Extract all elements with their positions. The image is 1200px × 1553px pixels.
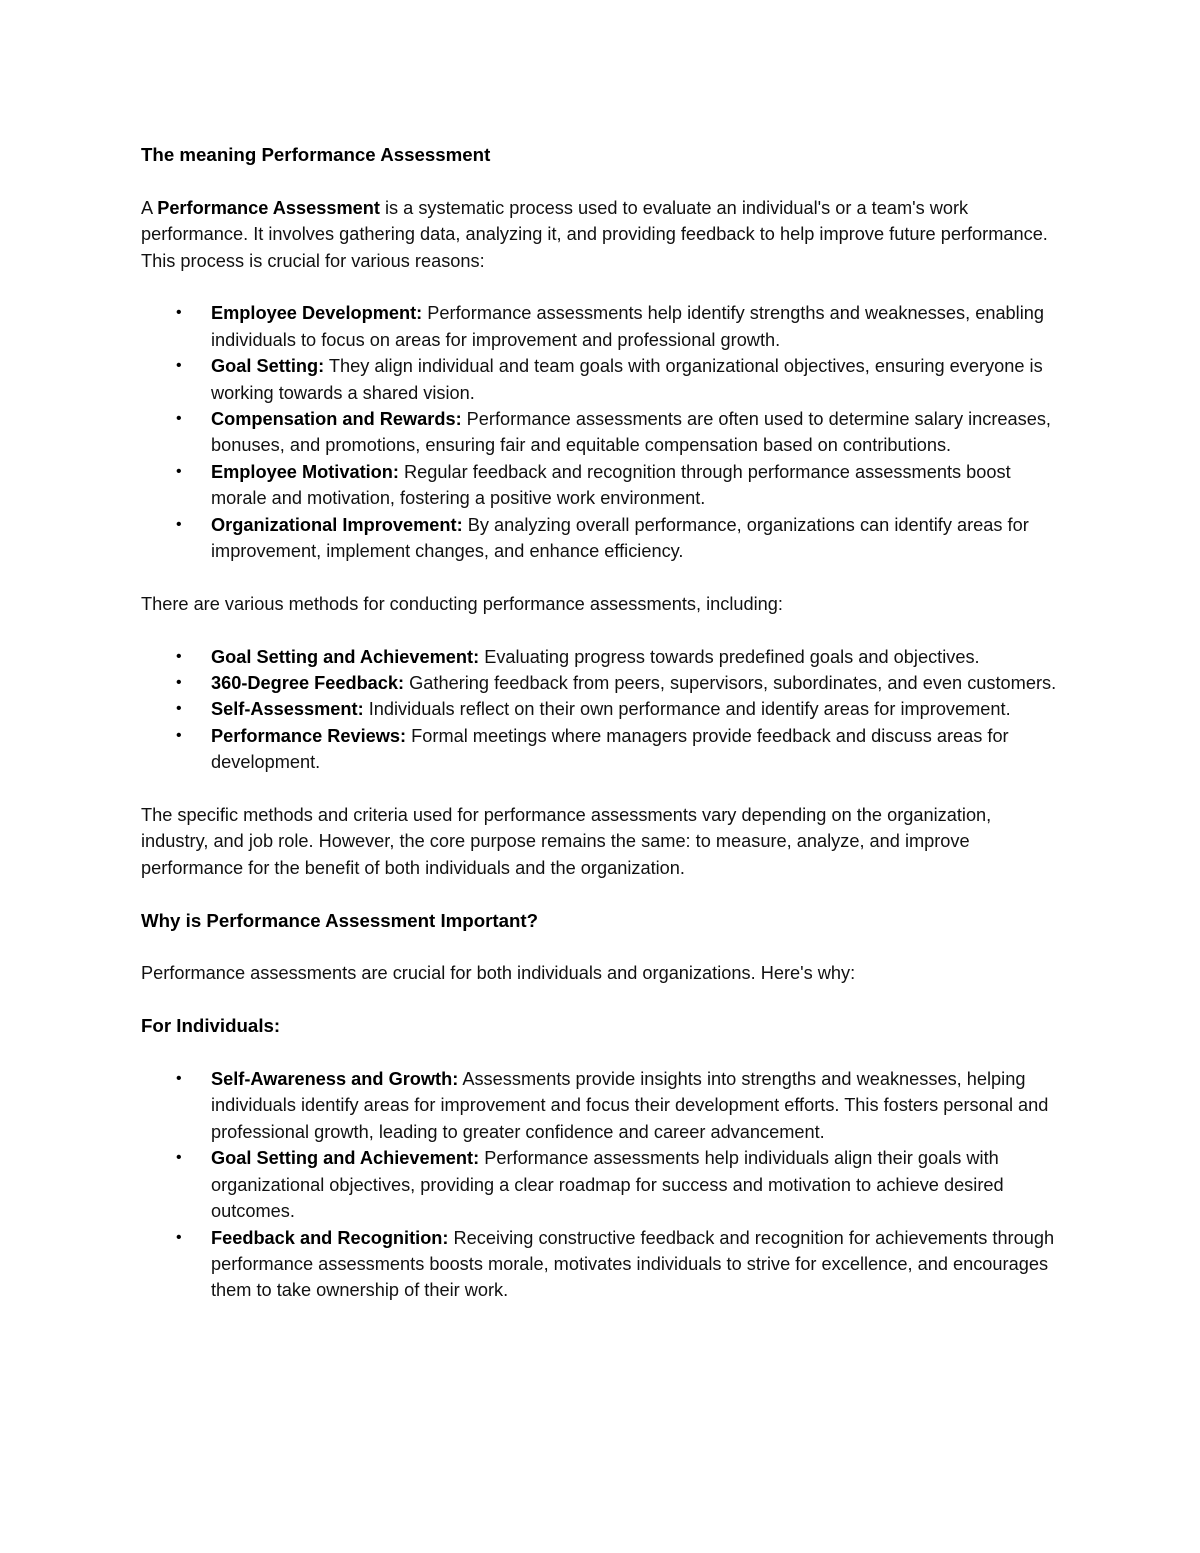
document-page [141, 130, 1061, 1304]
list-item [141, 512, 1061, 565]
list-item-text: Gathering feedback from peers, supervisors, subordinates, and even customers. [404, 673, 1057, 694]
intro-prefix: A [141, 197, 158, 218]
list-item-term: Feedback and Recognition: [211, 1227, 449, 1248]
bullet-icon: • [176, 410, 182, 428]
bullet-icon: • [176, 674, 182, 692]
list-item [141, 300, 1061, 353]
document-title: The meaning Performance Assessment [141, 144, 491, 165]
list-item [141, 670, 1061, 696]
bullet-icon: • [176, 647, 182, 665]
list-item-term: Goal Setting: [211, 356, 325, 377]
list-item-term: Goal Setting and Achievement: [211, 646, 480, 667]
list-item [141, 353, 1061, 406]
individuals-heading: For Individuals: [141, 1015, 281, 1037]
list-item-text: Performance assessments are often used to determine salary increases, bonuses, and promotions, ensuring fair and equitable compensation based on contributions. [211, 409, 1051, 456]
methods-summary: The specific methods and criteria used for performance assessments vary depending on the organization, industry, and job role. However, the core purpose remains the same: to measure, analyze, and improve performance for the benefit of both individuals and the organization. [141, 805, 992, 878]
list-item-text: Assessments provide insights into strengths and weaknesses, helping individuals identify areas for improvement and focus their development efforts. This fosters personal and professional growth, leading to greater confidence and career advancement. [211, 1069, 1049, 1142]
list-item-text: Receiving constructive feedback and recognition for achievements through performance assessments boosts morale, motivates individuals to strive for excellence, and encourages them to take ownership of their work. [211, 1227, 1055, 1301]
reasons-list [141, 300, 1061, 564]
methods-list [141, 644, 1061, 776]
list-item [141, 644, 1061, 670]
list-item [141, 1145, 1061, 1224]
list-item-term: Performance Reviews: [211, 725, 407, 746]
list-item-text: Individuals reflect on their own performance and identify areas for improvement. [363, 699, 1011, 720]
list-item [141, 459, 1061, 512]
list-item-term: Self-Awareness and Growth: [211, 1069, 459, 1090]
list-item-term: Compensation and Rewards: [211, 409, 462, 430]
list-item-text: Formal meetings where managers provide feedback and discuss areas for development. [211, 725, 1009, 773]
bullet-icon: • [176, 515, 182, 533]
list-item [141, 723, 1061, 776]
list-item [141, 696, 1061, 722]
why-intro: Performance assessments are crucial for both individuals and organizations. Here's why: [141, 963, 856, 984]
list-item [141, 406, 1061, 459]
list-item-term: Employee Motivation: [211, 461, 399, 482]
why-heading: Why is Performance Assessment Important? [141, 909, 539, 931]
bullet-icon: • [176, 1070, 182, 1088]
list-item [141, 1225, 1061, 1304]
list-item-term: Organizational Improvement: [211, 514, 463, 535]
list-item-text: Regular feedback and recognition through performance assessments boost morale and motivation, fostering a positive work environment. [211, 461, 1011, 509]
intro-text: is a systematic process used to evaluate an individual's or a team's work performance. It involves gathering data, analyzing it, and providing feedback to help improve future performance. This process is crucial for various reasons: [141, 197, 1048, 271]
bullet-icon: • [176, 1228, 182, 1246]
list-item-text: They align individual and team goals with organizational objectives, ensuring everyone is working towards a shared vision. [211, 356, 1043, 403]
bullet-icon: • [176, 726, 182, 744]
list-item-term: 360-Degree Feedback: [211, 673, 405, 694]
list-item-text: Evaluating progress towards predefined goals and objectives. [479, 646, 980, 667]
bullet-icon: • [176, 357, 182, 375]
individuals-list [141, 1066, 1061, 1304]
list-item-term: Employee Development: [211, 303, 423, 324]
list-item [141, 1066, 1061, 1145]
intro-term: Performance Assessment [157, 197, 380, 218]
list-item-term: Self-Assessment: [211, 699, 364, 720]
list-item-text: Performance assessments help identify strengths and weaknesses, enabling individuals to focus on areas for improvement and professional growth. [211, 303, 1044, 350]
intro-paragraph [141, 195, 1061, 274]
methods-intro: There are various methods for conducting performance assessments, including: [141, 593, 783, 614]
list-item-term: Goal Setting and Achievement: [211, 1148, 480, 1169]
list-item-text: By analyzing overall performance, organizations can identify areas for improvement, implement changes, and enhance efficiency. [211, 514, 1029, 562]
list-item-text: Performance assessments help individuals align their goals with organizational objectives, providing a clear roadmap for success and motivation to achieve desired outcomes. [211, 1148, 1004, 1222]
bullet-icon: • [176, 700, 182, 718]
bullet-icon: • [176, 304, 182, 322]
bullet-icon: • [176, 462, 182, 480]
bullet-icon: • [176, 1149, 182, 1167]
